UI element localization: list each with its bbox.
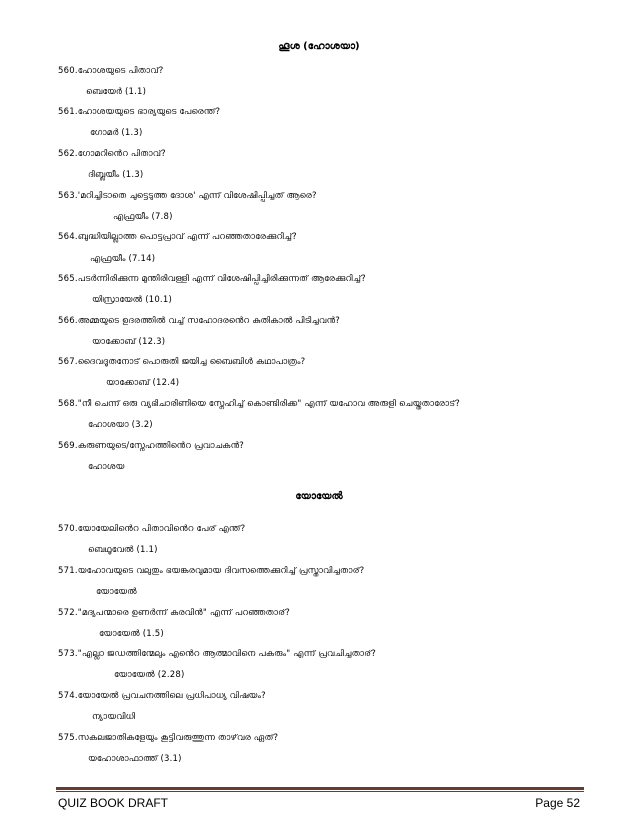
answer-574: ന്യായവിധി [92, 712, 136, 722]
footer-page-number: Page 52 [535, 796, 580, 810]
section-title-joel: യോയേൽ [295, 491, 343, 502]
footer-doc-title: QUIZ BOOK DRAFT [58, 796, 169, 810]
question-571: 571.യഹോവയുടെ വലുതും ഭയങ്കരവുമായ ദിവസത്തെക്കുറിച്ച് പ്രസ്താവിച്ചതാര്? [58, 566, 365, 576]
question-567: 567.ദൈവദൂതനോട് പൊരുതി ജയിച്ച ബൈബിൾ കഥാപാത്രം? [58, 357, 306, 367]
answer-571: യോയേൽ [96, 587, 137, 597]
question-563: 563.'മറിച്ചിടാതെ ചുട്ടെടുത്ത ദോശ' എന്ന് വിശേഷിപ്പിച്ചത് ആരെ? [58, 191, 317, 201]
section-title-hosea: ഹൂശ (ഹോശയാ) [278, 41, 360, 52]
question-564: 564.ബുദ്ധിയില്ലാത്ത പൊട്ടപ്രാവ് എന്ന് പറഞ്ഞതാരേക്കുറിച്ച്? [58, 232, 297, 242]
footer-rule-thin [56, 791, 584, 792]
question-560: 560.ഹോശയുടെ പിതാവ്? [58, 66, 164, 76]
answer-562: ദിബ്ലയീം (1.3) [88, 170, 144, 180]
question-575: 575.സകലജാതികളേയും കൂട്ടിവരുത്തുന്ന താഴ്‌വര ഏത്? [58, 733, 279, 743]
question-570: 570.യോയേലിൻെറ പിതാവിൻെറ പേര് എന്ത്? [58, 524, 246, 534]
answer-570: ബെഥൂവേൽ (1.1) [88, 545, 158, 555]
question-568: 568."നീ ചെന്ന് ഒരു വ്യഭിചാരിണിയെ സ്നേഹിച്ച് കൊണ്ടിരിക്ക" എന്ന് യഹോവ അരുളി ചെയ്തതാരോട്? [58, 399, 460, 409]
question-572: 572."മദ്യപന്മാരെ ഉണർന്ന് കരവിൻ" എന്ന് പറഞ്ഞതാര്? [58, 608, 290, 618]
answer-569: ഹോശയ [88, 462, 125, 472]
answer-567: യാക്കോബ് (12.4) [106, 378, 180, 388]
question-573: 573."എല്ലാ ജഡത്തിന്മേലും എൻെറ ആത്മാവിനെ പകരും" എന്ന് പ്രവചിച്ചതാര്? [58, 649, 376, 659]
question-569: 569.കരുണയുടെ/സ്നേഹത്തിൻെറ പ്രവാചകൻ? [58, 441, 244, 451]
answer-572: യോയേൽ (1.5) [99, 629, 164, 639]
answer-564: എഫ്രയീം (7.14) [90, 254, 156, 264]
question-566: 566.അമ്മയുടെ ഉദരത്തിൽ വച്ച് സഹോദരൻെറ കുതികാൽ പിടിച്ചവൻ? [58, 316, 340, 326]
answer-560: ബെയേർ (1.1) [86, 87, 147, 97]
answer-575: യഹോശാഫാത്ത് (3.1) [88, 754, 182, 764]
question-574: 574.യോയേൽ പ്രവചനത്തിലെ പ്രധിപാധ്യ വിഷയം? [58, 691, 266, 701]
answer-563: എഫ്രയീം (7.8) [113, 212, 173, 222]
question-565: 565.പടർന്നിരിക്കുന്ന മുന്തിരിവള്ളി എന്ന് വിശേഷിപ്പിച്ചിരിക്കുന്നത് ആരേക്കുറിച്ച്? [58, 274, 366, 284]
answer-573: യോയേൽ (2.28) [114, 670, 185, 680]
answer-566: യാക്കോബ് (12.3) [92, 337, 166, 347]
answer-561: ഗോമർ (1.3) [90, 128, 143, 138]
footer-rule [56, 787, 584, 790]
question-561: 561.ഹോശയയുടെ ഭാര്യയുടെ പേരെന്ത്? [58, 107, 221, 117]
answer-568: ഹോശയാ (3.2) [88, 420, 153, 430]
question-562: 562.ഗോമറിൻെറ പിതാവ്? [58, 149, 166, 159]
answer-565: യിസ്രായേൽ (10.1) [92, 295, 172, 305]
